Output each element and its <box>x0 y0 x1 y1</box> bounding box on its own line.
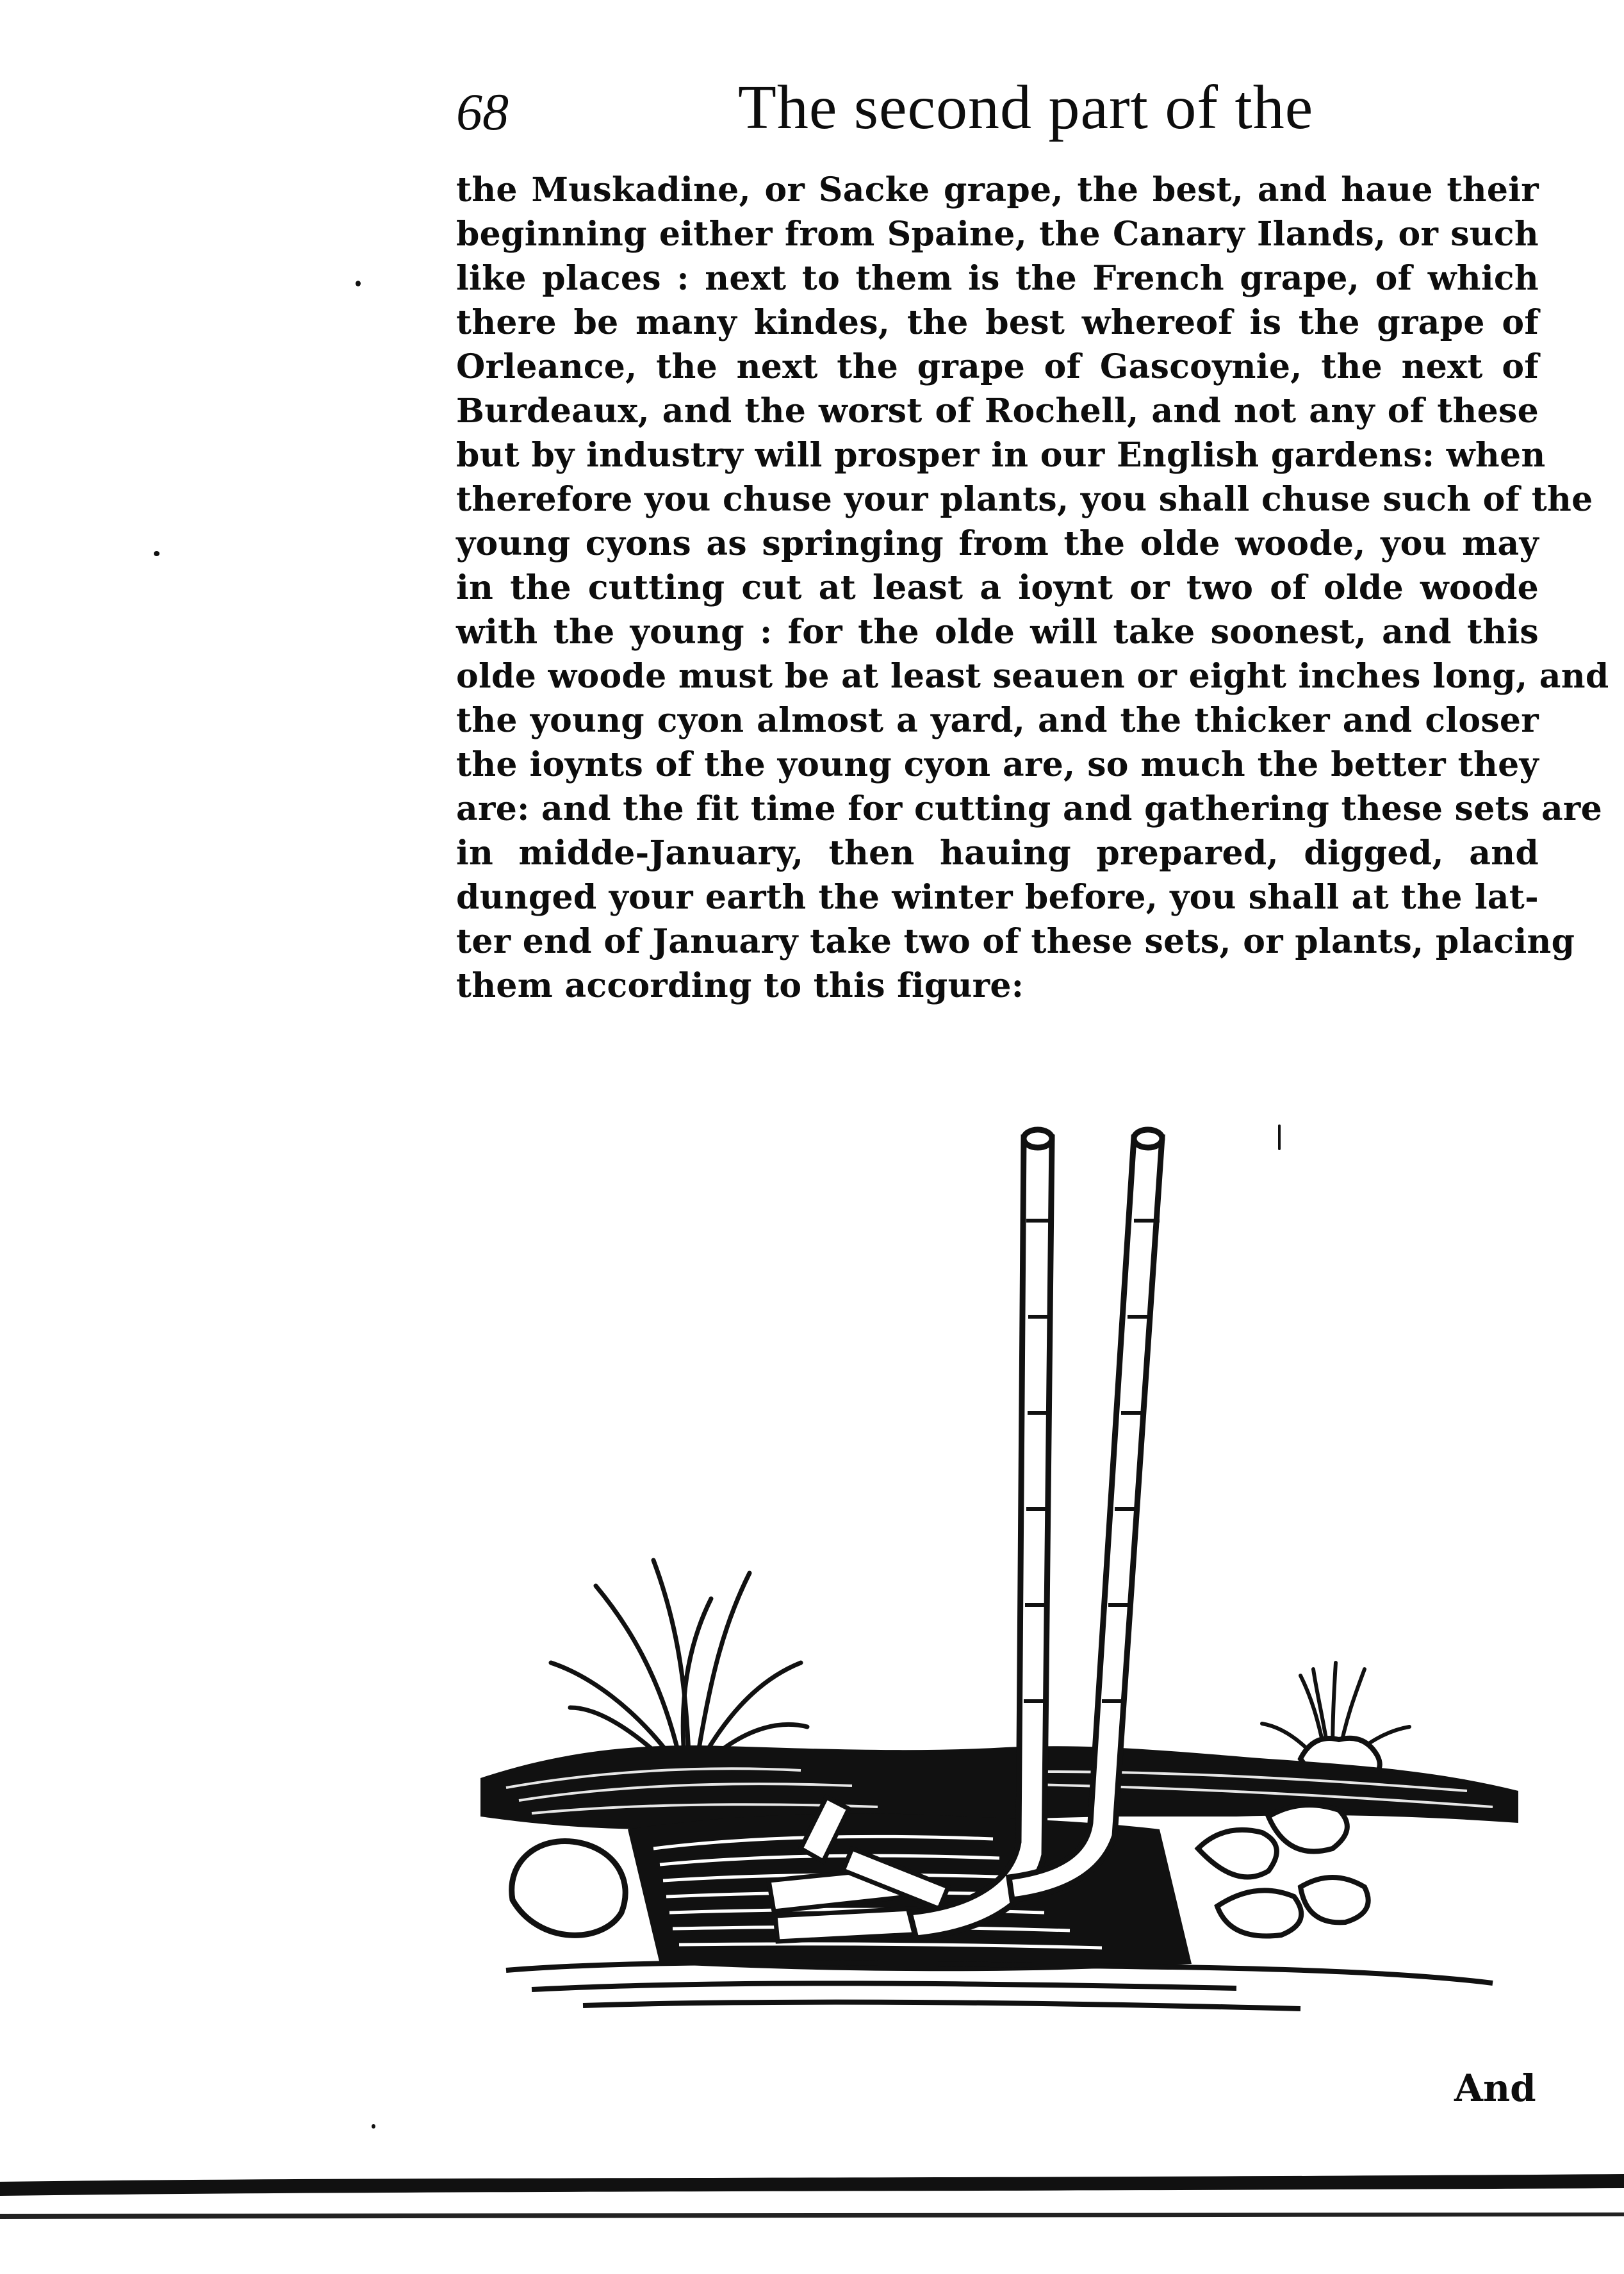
text-line: olde woode must be at least seauen or eight inches long, and <box>456 657 1609 696</box>
text-line: the Muskadine, or Sacke grape, the best, and haue their <box>456 170 1539 210</box>
text-line: beginning either from Spaine, the Canary Ilands, or such <box>456 215 1539 254</box>
ink-speck <box>154 551 160 556</box>
text-line: Orleance, the next the grape of Gascoynie, the next of <box>456 347 1539 386</box>
left-stone <box>512 1841 625 1935</box>
bottom-scan-edge <box>0 2163 1624 2233</box>
text-line: them according to this figure: <box>456 966 1024 1005</box>
ink-speck <box>356 281 361 286</box>
text-line: with the young : for the olde will take soonest, and this <box>456 613 1539 652</box>
text-line: young cyons as springing from the olde woode, you may <box>456 524 1539 563</box>
text-line: the ioynts of the young cyon are, so much the better they <box>456 745 1539 784</box>
text-line: Burdeaux, and the worst of Rochell, and not any of these <box>456 391 1539 431</box>
text-line: there be many kindes, the best whereof is the grape of <box>456 303 1539 342</box>
text-line: like places : next to them is the French grape, of which <box>456 259 1539 298</box>
woodcut-illustration <box>468 1112 1531 2034</box>
text-line: the young cyon almost a yard, and the thicker and closer <box>456 701 1539 740</box>
text-line: therefore you chuse your plants, you shall chuse such of the <box>456 480 1593 519</box>
text-line: are: and the fit time for cutting and gathering these sets are <box>456 789 1603 828</box>
catchword: And <box>1454 2066 1536 2110</box>
page-number: 68 <box>456 83 509 141</box>
ink-speck <box>1278 1125 1281 1150</box>
ink-speck <box>372 2124 375 2129</box>
text-line: in midde-January, then hauing prepared, digged, and <box>456 834 1539 873</box>
text-line: in the cutting cut at least a ioynt or two of olde woode <box>456 568 1539 607</box>
right-stones <box>1198 1805 1368 1936</box>
left-grass-tuft <box>551 1560 807 1759</box>
body-text <box>456 168 1609 1008</box>
text-line: dunged your earth the winter before, you shall at the lat- <box>456 878 1539 917</box>
text-line: ter end of January take two of these sets, or plants, placing <box>456 922 1575 961</box>
running-title: The second part of the <box>738 73 1314 142</box>
text-line: but by industry will prosper in our English gardens: when <box>456 436 1546 475</box>
